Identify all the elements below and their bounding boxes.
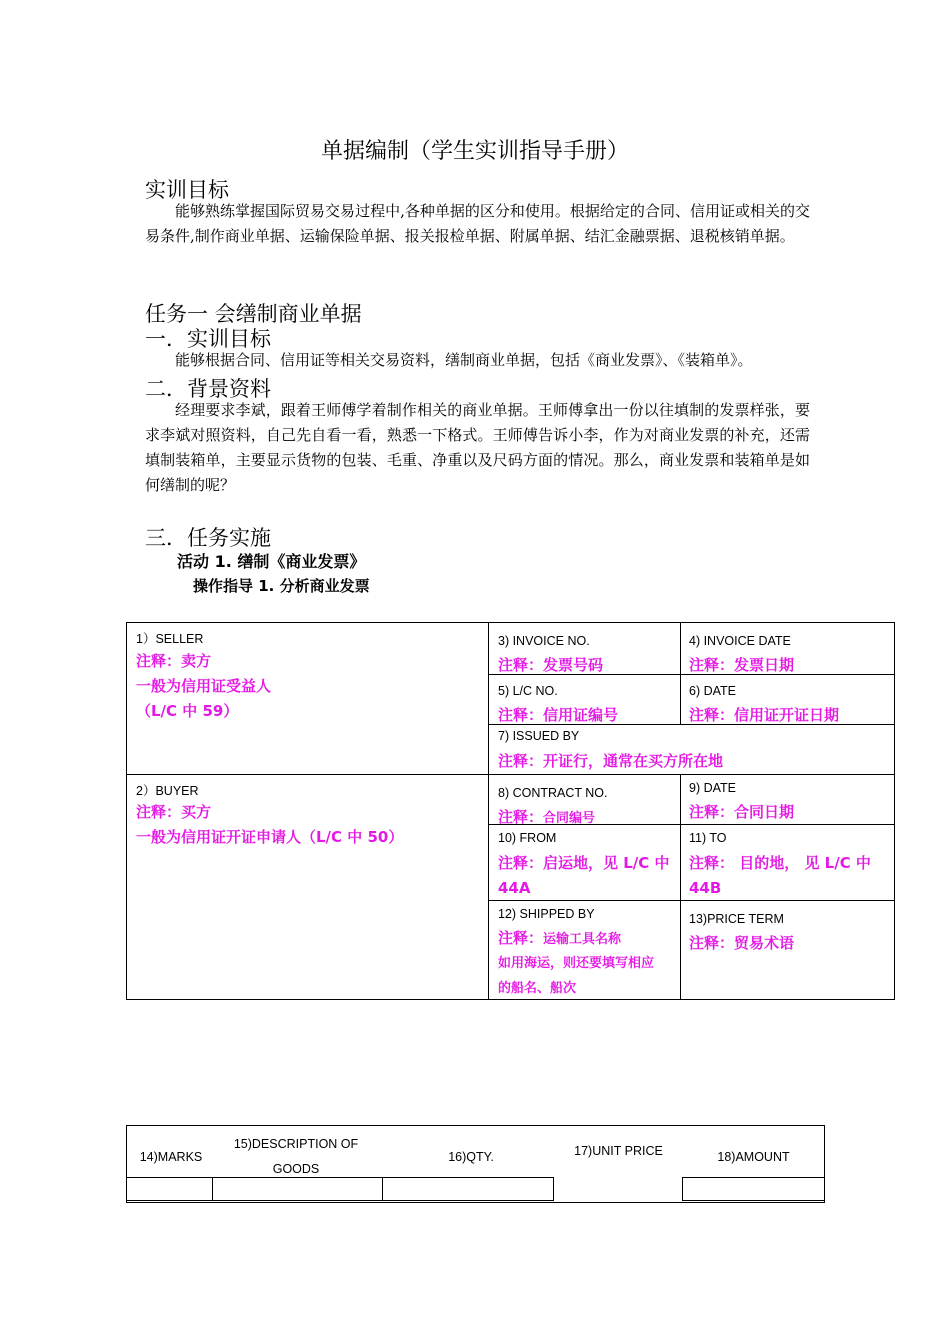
column-header-description: 15)DESCRIPTION OF	[233, 1137, 359, 1151]
to-note: 44B	[689, 879, 722, 897]
page-title: 单据编制（学生实训指导手册）	[320, 139, 629, 164]
goods-table	[126, 1125, 825, 1203]
issued-by-label: 7) ISSUED BY	[498, 729, 580, 743]
grid-divider-row	[127, 774, 894, 775]
task-heading: 任务一 会缮制商业单据	[145, 302, 362, 326]
section-goal-text: 能够熟练掌握国际贸易交易过程中,各种单据的区分和使用。根据给定的合同、信用证或相关的交易条件,制作商业单据、运输保险单据、报关报检单据、附属单据、结汇金融票据、退税核销单据。	[145, 202, 810, 245]
section-heading-goal: 实训目标	[145, 178, 229, 202]
buyer-note: 注释：买方	[136, 803, 212, 821]
implementation-heading: 三．任务实施	[145, 526, 271, 550]
column-header-amount: 18)AMOUNT	[717, 1150, 790, 1164]
seller-note: 注释：卖方	[136, 652, 212, 670]
shipped-by-note: 如用海运，则还要填写相应	[498, 956, 655, 971]
column-header-unit-price: 17)UNIT PRICE	[574, 1144, 663, 1158]
invoice-date-label: 4) INVOICE DATE	[689, 634, 791, 648]
grid-divider-main	[488, 623, 489, 999]
from-label: 10) FROM	[498, 831, 557, 845]
buyer-label: 2）BUYER	[136, 784, 199, 798]
table-cell	[382, 1177, 554, 1201]
table-border	[126, 1202, 825, 1203]
lc-date-note: 注释：信用证开证日期	[689, 706, 840, 724]
guide-heading: 操作指导 1. 分析商业发票	[193, 577, 370, 595]
background-heading: 二．背景资料	[145, 377, 271, 401]
contract-no-note: 注释：合同编号	[498, 808, 596, 826]
price-term-note: 注释：贸易术语	[689, 934, 795, 952]
column-header-description: GOODS	[272, 1162, 320, 1176]
contract-no-label: 8) CONTRACT NO.	[498, 786, 608, 800]
from-note: 注释：启运地，见 L/C 中	[498, 854, 670, 872]
seller-note: （L/C 中 59）	[136, 702, 239, 720]
from-note: 44A	[498, 879, 531, 897]
invoice-no-note: 注释：发票号码	[498, 656, 604, 674]
seller-label: 1）SELLER	[136, 632, 204, 646]
lc-no-note: 注释：信用证编号	[498, 706, 619, 724]
task-goal-heading: 一．实训目标	[145, 327, 271, 351]
seller-note: 一般为信用证受益人	[136, 677, 272, 695]
lc-no-label: 5) L/C NO.	[498, 684, 558, 698]
contract-date-label: 9) DATE	[689, 781, 736, 795]
column-header-qty: 16)QTY.	[448, 1150, 494, 1164]
table-cell	[212, 1177, 383, 1201]
invoice-no-label: 3) INVOICE NO.	[498, 634, 590, 648]
invoice-grid	[126, 622, 895, 1000]
table-border	[126, 1125, 825, 1126]
table-cell	[682, 1177, 825, 1201]
issued-by-note: 注释：开证行，通常在买方所在地	[498, 752, 724, 770]
task-goal-text: 能够根据合同、信用证等相关交易资料，缮制商业单据，包括《商业发票》、《装箱单》。	[175, 351, 753, 369]
to-note: 注释： 目的地， 见 L/C 中	[689, 854, 871, 872]
lc-date-label: 6) DATE	[689, 684, 736, 698]
column-header-marks: 14)MARKS	[139, 1150, 203, 1164]
shipped-by-note: 注释：运输工具名称	[498, 929, 622, 947]
contract-date-note: 注释：合同日期	[689, 803, 795, 821]
activity-heading: 活动 1. 缮制《商业发票》	[177, 552, 366, 571]
shipped-by-label: 12) SHIPPED BY	[498, 907, 595, 921]
shipped-by-note: 的船名、船次	[498, 981, 577, 996]
invoice-date-note: 注释：发票日期	[689, 656, 795, 674]
buyer-note: 一般为信用证开证申请人（L/C 中 50）	[136, 828, 404, 846]
background-text: 经理要求李斌，跟着王师傅学着制作相关的商业单据。王师傅拿出一份以往填制的发票样张，要求李斌对照资料，自己先自看一看，熟悉一下格式。王师傅告诉小李，作为对商业发票的补充，还需填制装箱单，主要显示货物的包装、毛重、净重以及尺码方面的情况。那么，商业发票和装箱单是如何缮制的呢？	[145, 401, 810, 494]
table-cell	[126, 1177, 213, 1201]
price-term-label: 13)PRICE TERM	[689, 912, 784, 926]
grid-divider	[680, 774, 681, 999]
to-label: 11) TO	[689, 831, 727, 845]
